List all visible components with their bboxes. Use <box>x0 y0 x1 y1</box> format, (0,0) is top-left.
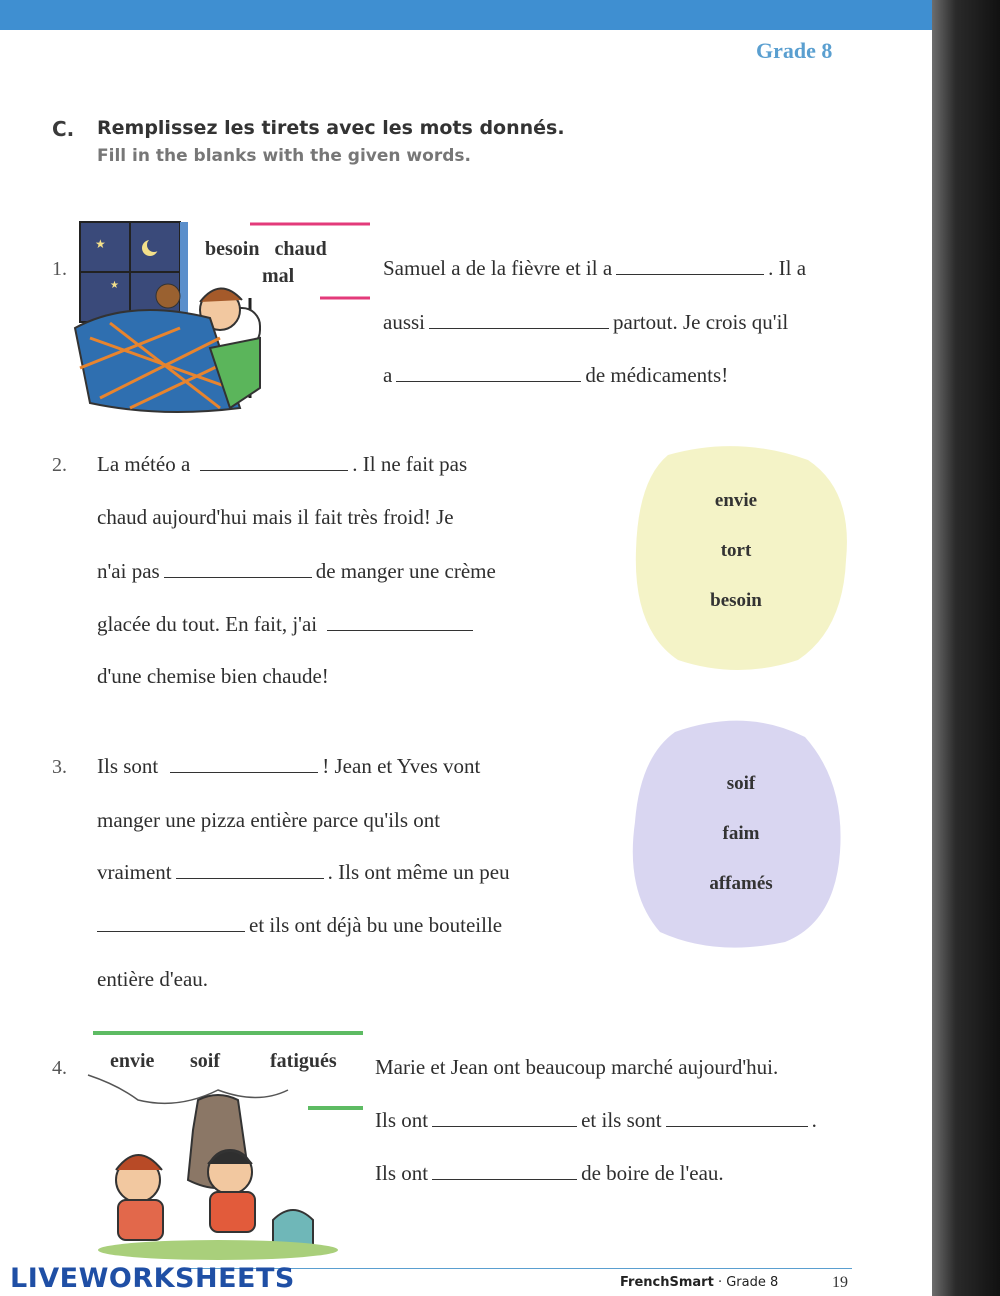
word-bank-1-line2: mal <box>262 265 295 287</box>
blank-2a[interactable] <box>200 469 348 471</box>
svg-text:★: ★ <box>95 237 106 251</box>
word-bank-3-item-3: affamés <box>709 873 773 894</box>
word-bank-1-line1: besoin chaud <box>205 238 327 260</box>
q3-line-4: et ils ont déjà bu une bouteille <box>93 913 502 938</box>
footer-brand: FrenchSmart · Grade 8 <box>620 1275 779 1290</box>
blank-3b[interactable] <box>176 877 324 879</box>
q3-line-3: vraiment . Ils ont même un peu <box>97 860 510 884</box>
blank-1c[interactable] <box>396 380 581 382</box>
q2-line-2: chaud aujourd'hui mais il fait très froid! Je <box>97 505 454 529</box>
page-number: 19 <box>832 1274 848 1291</box>
liveworksheets-watermark: LIVEWORKSHEETS <box>10 1263 295 1294</box>
svg-text:★: ★ <box>110 280 119 291</box>
blank-3a[interactable] <box>170 771 318 773</box>
blank-2b[interactable] <box>164 576 312 578</box>
blank-4b[interactable] <box>666 1125 808 1127</box>
blank-2c[interactable] <box>327 629 473 631</box>
blank-1b[interactable] <box>429 327 609 329</box>
q4-line-3: Ils ont de boire de l'eau. <box>375 1161 724 1185</box>
word-bank-4-item-1: envie <box>110 1050 155 1072</box>
section-letter: C. <box>52 117 75 141</box>
instruction-english: Fill in the blanks with the given words. <box>97 146 471 166</box>
question-number-3: 3. <box>52 756 67 778</box>
grade-heading: Grade 8 <box>756 38 833 63</box>
blank-3c[interactable] <box>97 930 245 932</box>
q1-line-1: Samuel a de la fièvre et il a . Il a <box>383 256 807 280</box>
top-color-band <box>0 0 932 30</box>
q2-line-1: La météo a . Il ne fait pas <box>97 452 468 476</box>
q3-line-5: entière d'eau. <box>97 967 209 991</box>
q3-line-1: Ils sont ! Jean et Yves vont <box>97 754 481 778</box>
q3-line-2: manger une pizza entière parce qu'ils ont <box>97 808 441 832</box>
q4-line-2: Ils ont et ils sont . <box>375 1108 817 1132</box>
word-bank-4-item-3: fatigués <box>270 1050 337 1072</box>
q1-line-2: aussi partout. Je crois qu'il <box>383 310 789 334</box>
q1-line-3: a de médicaments! <box>383 363 729 387</box>
question-number-1: 1. <box>52 258 67 280</box>
book-spine-shadow <box>932 0 1000 1296</box>
word-bank-4-item-2: soif <box>190 1050 220 1072</box>
question-number-4: 4. <box>52 1057 67 1079</box>
word-bank-2-item-2: tort <box>720 540 752 561</box>
word-bank-3-item-2: faim <box>722 823 760 844</box>
q2-line-3: n'ai pas de manger une crème <box>97 559 496 583</box>
q2-line-4: glacée du tout. En fait, j'ai <box>97 612 477 637</box>
word-bank-3-item-1: soif <box>726 773 756 794</box>
blank-4c[interactable] <box>432 1178 577 1180</box>
blank-1a[interactable] <box>616 273 764 275</box>
question-number-2: 2. <box>52 454 67 476</box>
word-bank-2-item-3: besoin <box>710 590 762 611</box>
instruction-french: Remplissez les tirets avec les mots donnés. <box>97 117 565 139</box>
q4-line-1: Marie et Jean ont beaucoup marché aujourd'hui. <box>375 1055 779 1079</box>
word-bank-2-item-1: envie <box>714 490 758 511</box>
blank-4a[interactable] <box>432 1125 577 1127</box>
q2-line-5: d'une chemise bien chaude! <box>97 664 329 688</box>
